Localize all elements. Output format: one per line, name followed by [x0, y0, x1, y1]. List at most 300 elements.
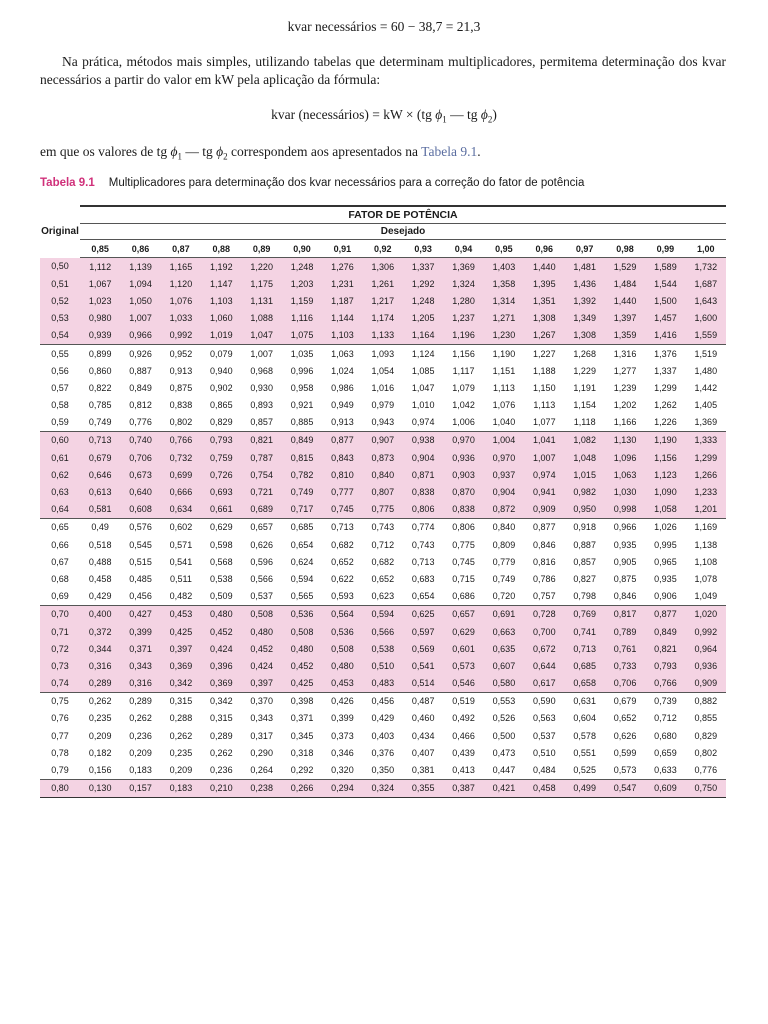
multiplier-cell: 0,829 [694, 730, 718, 741]
table-row [40, 397, 726, 414]
multiplier-cell: 0,601 [443, 640, 483, 657]
multiplier-cell: 0,806 [403, 501, 443, 519]
multiplier-cell: 0,700 [524, 623, 564, 640]
multiplier-cell: 0,608 [120, 501, 160, 519]
multiplier-cell: 0,998 [605, 501, 645, 519]
multiplier-cell: 0,761 [605, 640, 645, 657]
original-pf-cell: 0,65 [40, 518, 80, 536]
multiplier-cell: 0,573 [613, 765, 637, 776]
multiplier-cell: 0,939 [80, 327, 120, 345]
multiplier-cell: 0,452 [201, 623, 241, 640]
multiplier-cell: 1,090 [645, 483, 685, 500]
multiplier-cell: 1,239 [613, 382, 637, 393]
multiplier-cell: 1,205 [403, 310, 443, 327]
multiplier-cell: 1,392 [565, 292, 605, 309]
multiplier-cell: 0,484 [533, 765, 556, 776]
multiplier-cell: 0,209 [129, 747, 152, 758]
multiplier-cell: 0,913 [331, 417, 354, 428]
multiplier-cell: 1,151 [492, 365, 516, 376]
multiplier-cell: 0,654 [290, 539, 314, 550]
multiplier-cell: 1,529 [605, 258, 645, 276]
multiplier-cell: 0,429 [88, 591, 112, 602]
multiplier-cell: 1,050 [120, 292, 160, 309]
multiplier-cell: 0,759 [201, 449, 241, 466]
multiplier-cell: 1,687 [686, 275, 726, 292]
multiplier-cell: 1,351 [524, 292, 564, 309]
multiplier-cell: 1,337 [654, 365, 677, 376]
multiplier-cell: 1,047 [242, 327, 282, 345]
multiplier-cell: 0,566 [250, 573, 273, 584]
multiplier-cell: 1,732 [686, 258, 726, 276]
multiplier-cell: 1,600 [686, 310, 726, 327]
multiplier-cell: 0,266 [282, 779, 322, 797]
multiplier-cell: 0,877 [645, 605, 685, 623]
multiplier-cell: 0,936 [686, 657, 726, 674]
multiplier-cell: 0,786 [533, 573, 556, 584]
multiplier-cell: 0,706 [120, 449, 160, 466]
multiplier-cell: 0,387 [443, 779, 483, 797]
multiplier-cell: 0,343 [250, 713, 273, 724]
multiplier-cell: 0,236 [210, 765, 233, 776]
multiplier-cell: 0,316 [80, 657, 120, 674]
original-pf-cell: 0,54 [40, 327, 80, 345]
multiplier-cell: 0,798 [573, 591, 596, 602]
multiplier-cell: 0,546 [443, 675, 483, 693]
multiplier-cell: 1,187 [322, 292, 362, 309]
multiplier-cell: 0,821 [645, 640, 685, 657]
multiplier-cell: 1,292 [403, 275, 443, 292]
desired-pf-header: 0,93 [403, 240, 443, 258]
reference-middle: correspondem aos apresentados na [227, 144, 422, 159]
multiplier-cell: 1,060 [201, 310, 241, 327]
multiplier-cell: 0,871 [403, 466, 443, 483]
multiplier-cell: 0,838 [169, 400, 193, 411]
desired-pf-header: 0,98 [605, 240, 645, 258]
multiplier-cell: 0,816 [533, 556, 556, 567]
multiplier-cell: 0,909 [686, 675, 726, 693]
multiplier-cell: 0,235 [169, 747, 193, 758]
multiplier-cell: 1,544 [645, 275, 685, 292]
multiplier-cell: 0,775 [452, 539, 475, 550]
multiplier-cell: 0,483 [363, 675, 403, 693]
multiplier-cell: 0,294 [322, 779, 362, 797]
multiplier-cell: 1,192 [201, 258, 241, 276]
multiplier-cell: 0,693 [201, 483, 241, 500]
multiplier-cell: 1,144 [322, 310, 362, 327]
multiplier-cell: 0,607 [484, 657, 524, 674]
desired-pf-header: 0,94 [443, 240, 483, 258]
multiplier-cell: 0,717 [282, 501, 322, 519]
multiplier-cell: 0,713 [411, 556, 435, 567]
reference-sentence [40, 143, 481, 166]
multiplier-cell: 1,405 [694, 400, 718, 411]
multiplier-cell: 0,635 [484, 640, 524, 657]
multiplier-cell: 0,538 [210, 573, 233, 584]
multiplier-cell: 0,706 [605, 675, 645, 693]
desired-pf-header: 0,89 [242, 240, 282, 258]
multiplier-cell: 0,525 [573, 765, 596, 776]
multiplier-cell: 1,589 [645, 258, 685, 276]
multiplier-cell: 0,683 [411, 573, 435, 584]
original-pf-cell: 0,64 [40, 501, 80, 519]
multiplier-cell: 0,992 [161, 327, 201, 345]
multiplier-cell: 0,398 [282, 692, 322, 710]
multiplier-cell: 0,787 [242, 449, 282, 466]
equation-result: kvar necessários = 60 − 38,7 = 21,3 [287, 19, 481, 34]
multiplier-cell: 0,452 [282, 657, 322, 674]
multiplier-cell: 0,324 [363, 779, 403, 797]
multiplier-cell: 0,877 [322, 431, 362, 449]
original-pf-cell: 0,68 [51, 573, 69, 584]
multiplier-cell: 0,488 [88, 556, 112, 567]
formula-mid: — tg [446, 107, 481, 122]
multiplier-cell: 0,640 [120, 483, 160, 500]
multiplier-cell: 0,875 [169, 382, 193, 393]
multiplier-cell: 0,578 [573, 730, 596, 741]
multiplier-cell: 0,344 [80, 640, 120, 657]
table-row [40, 727, 726, 744]
table-row [40, 449, 726, 466]
multiplier-cell: 1,079 [452, 382, 475, 393]
table-row [40, 258, 726, 276]
multiplier-cell: 1,150 [533, 382, 556, 393]
desired-pf-header: 1,00 [686, 240, 726, 258]
multiplier-cell: 0,970 [443, 431, 483, 449]
multiplier-cell: 0,407 [411, 747, 435, 758]
multiplier-cell: 1,261 [363, 275, 403, 292]
multiplier-cell: 0,926 [120, 344, 160, 362]
multiplier-cell: 1,131 [242, 292, 282, 309]
multiplier-cell: 0,634 [161, 501, 201, 519]
multiplier-cell: 0,318 [290, 747, 314, 758]
multiplier-cell: 0,541 [169, 556, 193, 567]
table-caption [40, 175, 584, 191]
original-pf-cell: 0,72 [40, 640, 80, 657]
multiplier-cell: 0,590 [524, 692, 564, 710]
multiplier-cell: 0,904 [403, 449, 443, 466]
multiplier-cell: 0,902 [210, 382, 233, 393]
multiplier-cell: 0,749 [88, 417, 112, 428]
multiplier-cell: 0,909 [524, 501, 564, 519]
multiplier-cell: 0,564 [322, 605, 362, 623]
multiplier-cell: 0,625 [403, 605, 443, 623]
original-pf-cell: 0,51 [40, 275, 80, 292]
multiplier-cell: 0,974 [524, 466, 564, 483]
multiplier-cell: 0,812 [129, 400, 152, 411]
multiplier-cell: 0,369 [161, 657, 201, 674]
multiplier-cell: 0,673 [120, 466, 160, 483]
multiplier-cell: 1,169 [686, 518, 726, 536]
multiplier-cell: 1,006 [452, 417, 475, 428]
multiplier-cell: 0,289 [210, 730, 233, 741]
original-pf-cell: 0,74 [40, 675, 80, 693]
multiplier-cell: 0,473 [492, 747, 516, 758]
multiplier-cell: 0,371 [290, 713, 314, 724]
multiplier-cell: 1,108 [694, 556, 718, 567]
multiplier-cell: 0,860 [88, 365, 112, 376]
multiplier-cell: 1,643 [686, 292, 726, 309]
multiplier-cell: 0,970 [484, 449, 524, 466]
multiplier-cell: 0,775 [363, 501, 403, 519]
multiplier-cell: 0,633 [654, 765, 677, 776]
multiplier-cell: 0,456 [129, 591, 152, 602]
multiplier-cell: 0,840 [484, 518, 524, 536]
reference-sub-1: 1 [177, 151, 182, 162]
multiplier-cell: 1,093 [363, 344, 403, 362]
original-pf-cell: 0,55 [40, 344, 80, 362]
multiplier-cell: 0,974 [411, 417, 435, 428]
multiplier-cell: 0,262 [210, 747, 233, 758]
multiplier-cell: 0,721 [242, 483, 282, 500]
multiplier-cell: 0,536 [322, 623, 362, 640]
table-row [40, 466, 726, 483]
multiplier-cell: 0,686 [452, 591, 475, 602]
power-factor-table [40, 205, 726, 798]
desired-pf-header: 0,85 [80, 240, 120, 258]
multiplier-cell: 0,680 [654, 730, 677, 741]
multiplier-cell: 0,857 [573, 556, 596, 567]
multiplier-cell: 0,624 [290, 556, 314, 567]
multiplier-cell: 0,838 [443, 501, 483, 519]
multiplier-cell: 1,262 [654, 400, 677, 411]
table-row [40, 431, 726, 449]
multiplier-cell: 1,519 [686, 344, 726, 362]
formula-left: kvar (necessários) = kW × (tg [271, 107, 436, 122]
multiplier-cell: 1,082 [565, 431, 605, 449]
multiplier-cell: 0,629 [201, 518, 241, 536]
multiplier-cell: 0,264 [250, 765, 273, 776]
desired-pf-header: 0,96 [524, 240, 564, 258]
multiplier-cell: 0,576 [120, 518, 160, 536]
multiplier-cell: 1,484 [605, 275, 645, 292]
multiplier-cell: 1,268 [565, 344, 605, 362]
multiplier-cell: 1,016 [371, 382, 395, 393]
multiplier-cell: 0,743 [363, 518, 403, 536]
multiplier-cell: 0,209 [169, 765, 193, 776]
desired-pf-header: 0,87 [161, 240, 201, 258]
multiplier-cell: 1,130 [605, 431, 645, 449]
multiplier-cell: 1,226 [654, 417, 677, 428]
multiplier-cell: 0,371 [120, 640, 160, 657]
multiplier-cell: 1,159 [282, 292, 322, 309]
multiplier-cell: 0,903 [443, 466, 483, 483]
multiplier-cell: 0,434 [411, 730, 435, 741]
multiplier-cell: 0,571 [169, 539, 193, 550]
multiplier-cell: 0,425 [282, 675, 322, 693]
multiplier-cell: 0,209 [88, 730, 112, 741]
multiplier-cell: 1,314 [484, 292, 524, 309]
original-pf-cell: 0,70 [40, 605, 80, 623]
multiplier-cell: 1,196 [443, 327, 483, 345]
multiplier-cell: 1,076 [492, 400, 516, 411]
original-pf-cell: 0,79 [51, 765, 69, 776]
multiplier-cell: 0,793 [201, 431, 241, 449]
multiplier-cell: 0,936 [443, 449, 483, 466]
multiplier-cell: 1,280 [443, 292, 483, 309]
multiplier-cell: 0,262 [169, 730, 193, 741]
multiplier-cell: 1,112 [80, 258, 120, 276]
multiplier-cell: 1,308 [565, 327, 605, 345]
multiplier-cell: 1,174 [363, 310, 403, 327]
multiplier-cell: 1,007 [242, 344, 282, 362]
multiplier-cell: 1,376 [645, 344, 685, 362]
multiplier-cell: 0,840 [363, 466, 403, 483]
multiplier-cell: 0,992 [686, 623, 726, 640]
multiplier-cell: 1,276 [322, 258, 362, 276]
multiplier-cell: 1,007 [120, 310, 160, 327]
multiplier-cell: 1,138 [694, 539, 718, 550]
original-pf-cell: 0,61 [40, 449, 80, 466]
multiplier-cell: 1,440 [605, 292, 645, 309]
table-caption-label: Tabela 9.1 [40, 177, 95, 189]
multiplier-cell: 0,508 [282, 623, 322, 640]
formula-sub-2: 2 [487, 114, 493, 125]
desired-pf-header: 0,90 [282, 240, 322, 258]
multiplier-cell: 0,425 [161, 623, 201, 640]
multiplier-cell: 0,679 [80, 449, 120, 466]
multiplier-cell: 1,035 [282, 344, 322, 362]
multiplier-cell: 0,885 [290, 417, 314, 428]
multiplier-cell: 0,289 [80, 675, 120, 693]
multiplier-cell: 0,685 [282, 518, 322, 536]
multiplier-cell: 0,995 [654, 539, 677, 550]
multiplier-cell: 0,480 [201, 605, 241, 623]
multiplier-cell: 0,745 [452, 556, 475, 567]
table-row [40, 605, 726, 623]
multiplier-cell: 0,682 [371, 556, 395, 567]
multiplier-cell: 0,609 [645, 779, 685, 797]
table-row [40, 379, 726, 396]
multiplier-cell: 0,316 [120, 675, 160, 693]
multiplier-cell: 1,077 [533, 417, 556, 428]
multiplier-cell: 0,843 [322, 449, 362, 466]
multiplier-cell: 0,429 [371, 713, 395, 724]
multiplier-cell: 0,849 [129, 382, 152, 393]
original-pf-cell: 0,57 [51, 382, 69, 393]
multiplier-cell: 0,713 [322, 518, 362, 536]
multiplier-cell: 0,500 [492, 730, 516, 741]
multiplier-cell: 0,743 [411, 539, 435, 550]
multiplier-cell: 0,551 [573, 747, 596, 758]
multiplier-cell: 0,644 [524, 657, 564, 674]
multiplier-cell: 1,416 [645, 327, 685, 345]
multiplier-cell: 0,857 [250, 417, 273, 428]
multiplier-cell: 0,355 [403, 779, 443, 797]
multiplier-cell: 0,877 [524, 518, 564, 536]
formula-sub-1: 1 [442, 114, 447, 125]
multiplier-cell: 0,480 [322, 657, 362, 674]
multiplier-cell: 0,679 [605, 692, 645, 710]
multiplier-cell: 0,802 [169, 417, 193, 428]
multiplier-cell: 1,164 [403, 327, 443, 345]
multiplier-cell: 0,458 [88, 573, 112, 584]
multiplier-cell: 0,210 [201, 779, 241, 797]
multiplier-cell: 0,652 [371, 573, 395, 584]
multiplier-cell: 0,288 [169, 713, 193, 724]
multiplier-cell: 0,952 [161, 344, 201, 362]
desired-pf-header: 0,97 [565, 240, 605, 258]
multiplier-cell: 0,369 [201, 675, 241, 693]
multiplier-cell: 0,342 [201, 692, 241, 710]
multiplier-cell: 1,010 [411, 400, 435, 411]
table-reference-link[interactable]: Tabela 9.1 [421, 144, 478, 159]
multiplier-cell: 0,827 [573, 573, 596, 584]
multiplier-cell: 0,875 [613, 573, 637, 584]
reference-phi-1: ϕ [170, 144, 178, 159]
multiplier-cell: 1,154 [573, 400, 596, 411]
table-row [40, 779, 726, 797]
multiplier-cell: 0,426 [322, 692, 362, 710]
multiplier-cell: 0,766 [161, 431, 201, 449]
multiplier-cell: 1,048 [565, 449, 605, 466]
multiplier-cell: 0,130 [80, 779, 120, 797]
multiplier-cell: 1,267 [524, 327, 564, 345]
multiplier-cell: 1,042 [452, 400, 475, 411]
multiplier-cell: 0,809 [492, 539, 516, 550]
multiplier-cell: 0,580 [484, 675, 524, 693]
multiplier-cell: 1,075 [282, 327, 322, 345]
multiplier-cell: 0,740 [120, 431, 160, 449]
multiplier-cell: 0,598 [210, 539, 233, 550]
multiplier-cell: 1,047 [411, 382, 435, 393]
table-row [40, 327, 726, 345]
multiplier-cell: 0,421 [484, 779, 524, 797]
multiplier-cell: 0,713 [80, 431, 120, 449]
multiplier-cell: 0,654 [411, 591, 435, 602]
multiplier-cell: 0,907 [363, 431, 403, 449]
multiplier-cell: 1,220 [242, 258, 282, 276]
multiplier-cell: 0,397 [161, 640, 201, 657]
multiplier-cell: 0,320 [331, 765, 354, 776]
multiplier-cell: 0,657 [443, 605, 483, 623]
multiplier-cell: 0,774 [403, 518, 443, 536]
multiplier-cell: 0,626 [613, 730, 637, 741]
multiplier-cell: 0,882 [686, 692, 726, 710]
multiplier-cell: 0,594 [363, 605, 403, 623]
multiplier-cell: 0,518 [88, 539, 112, 550]
multiplier-cell: 0,49 [80, 518, 120, 536]
multiplier-cell: 0,807 [363, 483, 403, 500]
multiplier-cell: 1,024 [331, 365, 354, 376]
multiplier-cell: 1,063 [322, 344, 362, 362]
multiplier-cell: 0,935 [613, 539, 637, 550]
multiplier-cell: 0,980 [80, 310, 120, 327]
multiplier-cell: 0,757 [533, 591, 556, 602]
multiplier-cell: 1,248 [403, 292, 443, 309]
formula [0, 106, 768, 129]
multiplier-cell: 1,308 [524, 310, 564, 327]
multiplier-cell: 0,485 [129, 573, 152, 584]
desired-pf-header: 0,95 [484, 240, 524, 258]
multiplier-cell: 0,456 [363, 692, 403, 710]
multiplier-cell: 1,299 [686, 449, 726, 466]
multiplier-cell: 1,217 [363, 292, 403, 309]
multiplier-cell: 0,238 [242, 779, 282, 797]
multiplier-cell: 0,508 [322, 640, 362, 657]
multiplier-cell: 1,033 [161, 310, 201, 327]
multiplier-cell: 0,563 [533, 713, 556, 724]
multiplier-cell: 1,349 [565, 310, 605, 327]
multiplier-cell: 0,732 [161, 449, 201, 466]
multiplier-cell: 1,480 [694, 365, 718, 376]
multiplier-cell: 0,938 [403, 431, 443, 449]
original-pf-cell: 0,52 [40, 292, 80, 309]
multiplier-cell: 0,940 [210, 365, 233, 376]
multiplier-cell: 1,165 [161, 258, 201, 276]
multiplier-cell: 0,541 [403, 657, 443, 674]
desired-pf-header: 0,88 [201, 240, 241, 258]
multiplier-cell: 1,088 [242, 310, 282, 327]
